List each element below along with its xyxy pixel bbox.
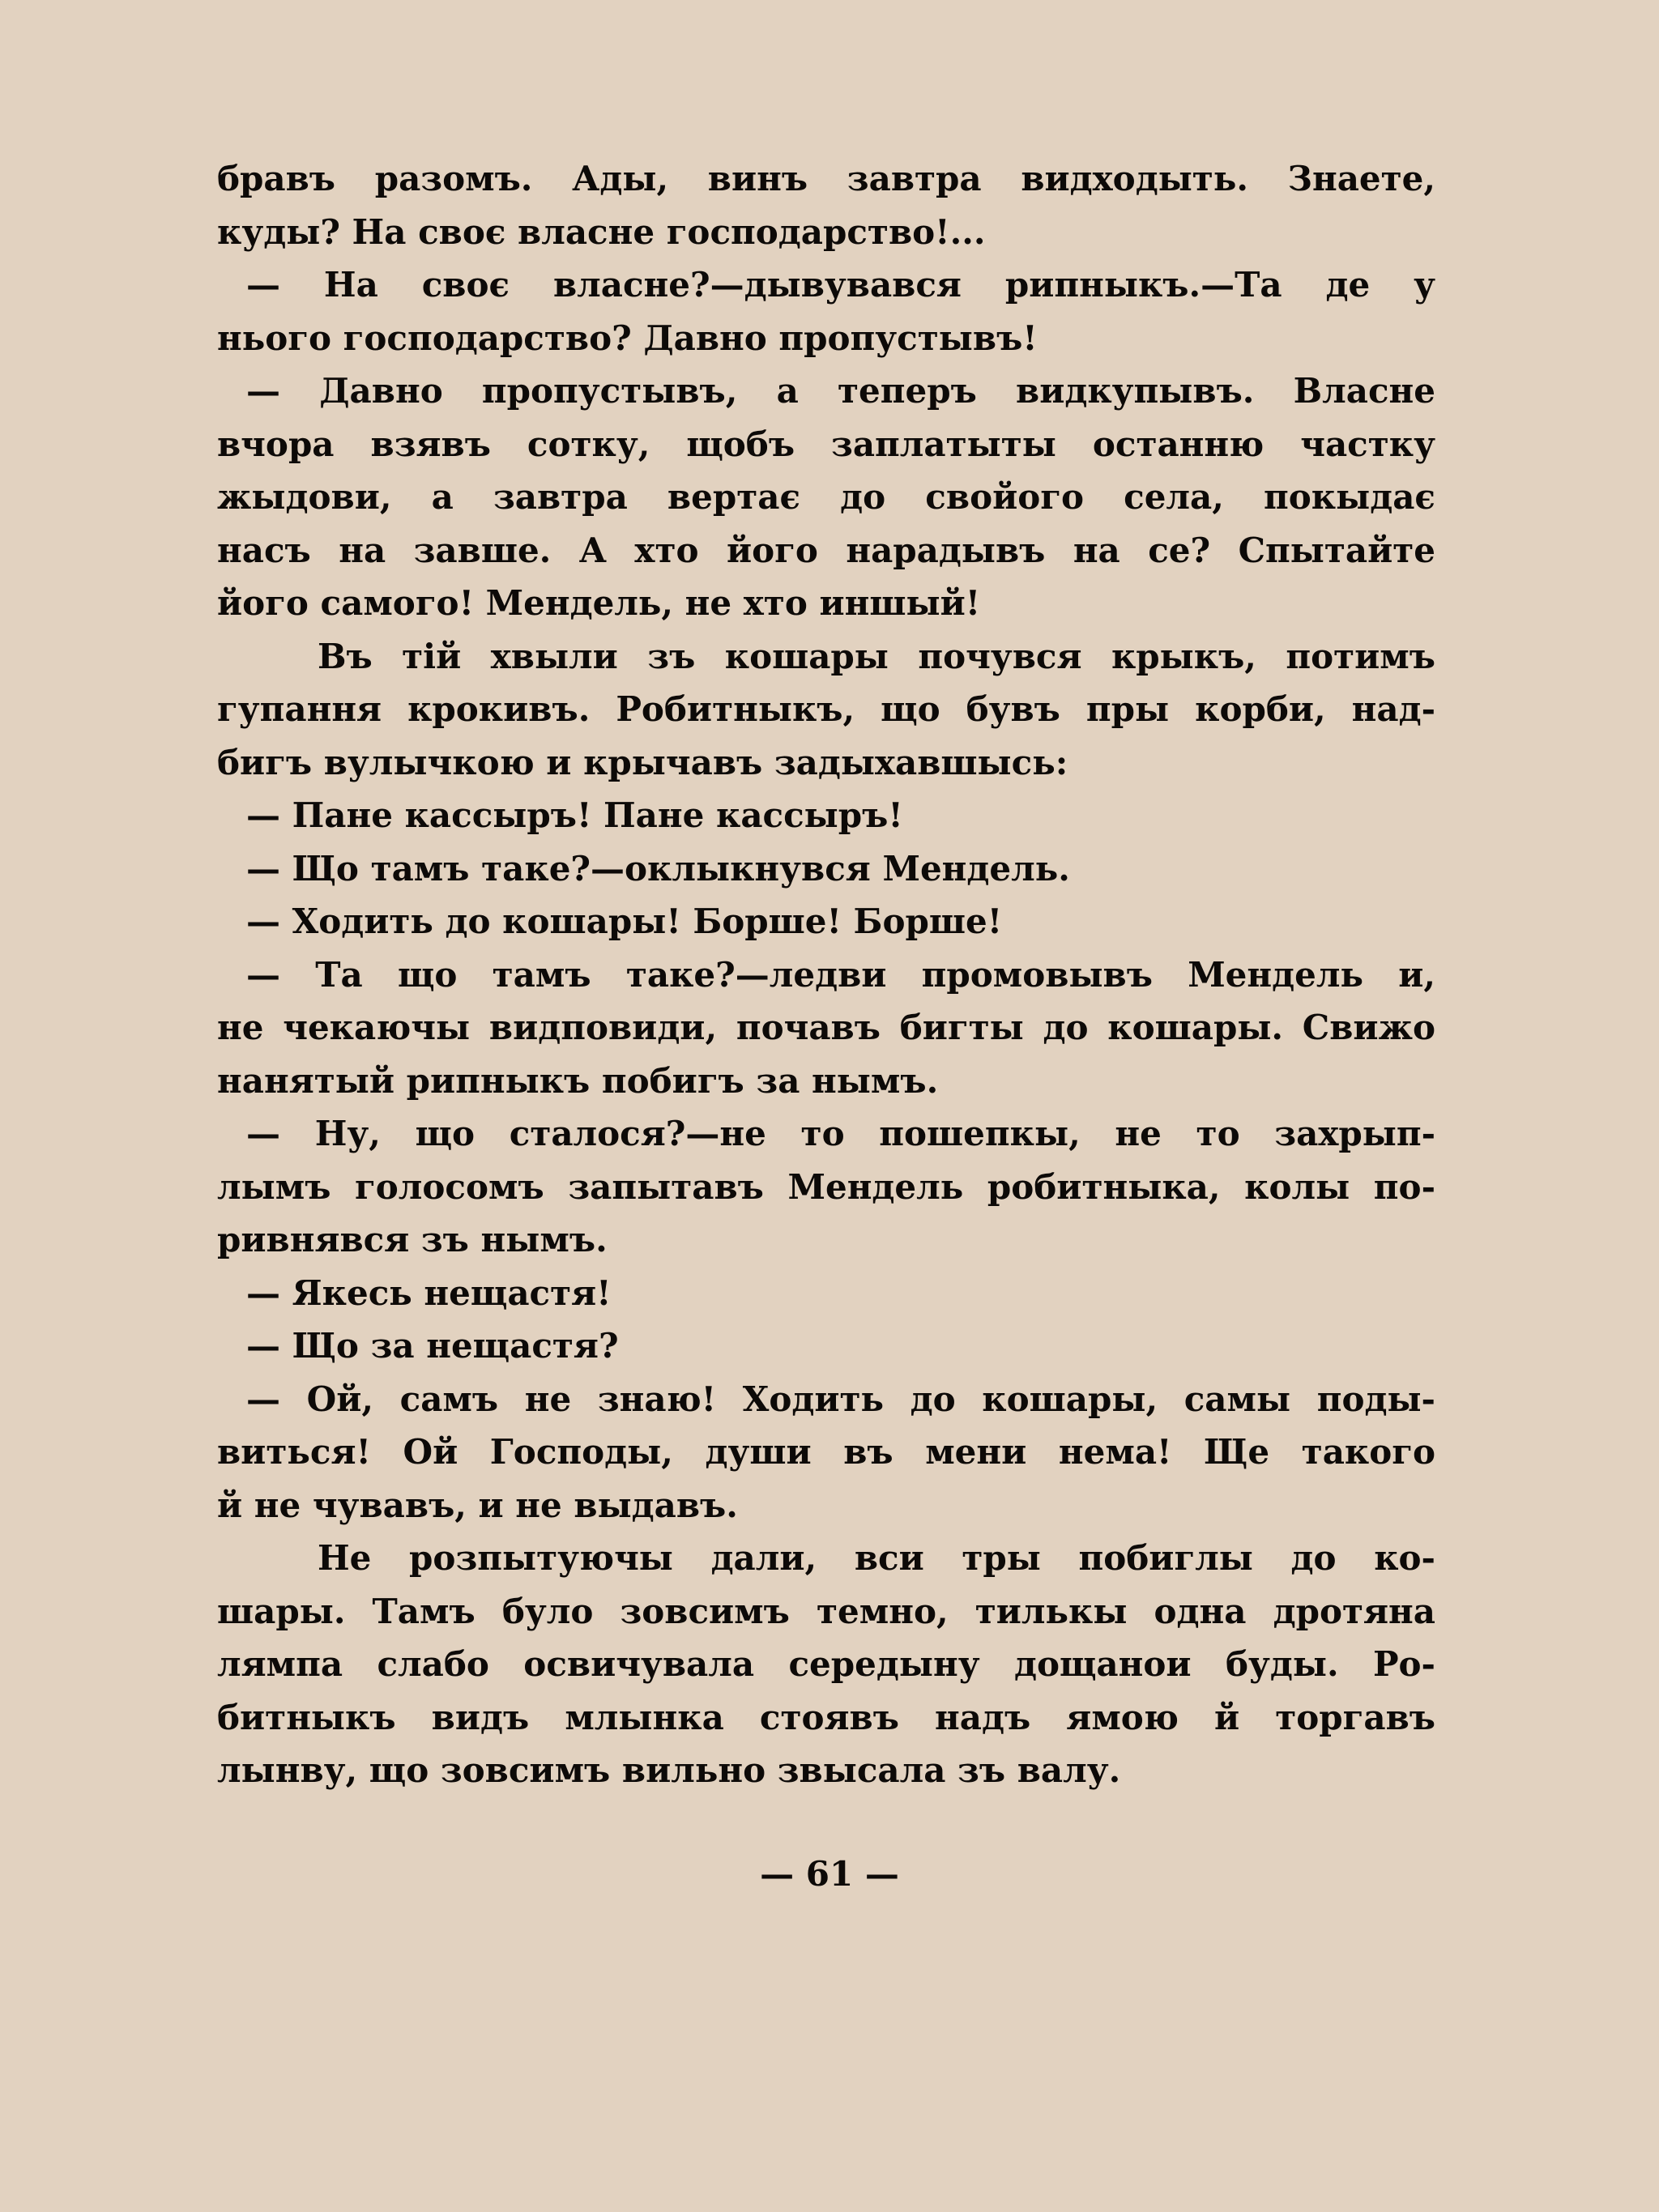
text-line: насъ на завше. А хто його нарадывъ на се? Спытайте: [217, 530, 1435, 570]
text-line: нього господарство? Давно пропустывъ!: [217, 318, 1038, 358]
text-line: — Ой, самъ не знаю! Ходить до кошары, самы поды-: [246, 1379, 1435, 1419]
text-line: бигъ вулычкою и крычавъ задыхавшысь:: [217, 742, 1068, 782]
text-line: — Що за нещастя?: [246, 1326, 619, 1366]
text-line: — Давно пропустывъ, а теперъ видкупывъ. Власне: [246, 371, 1435, 411]
text-line: — Пане кассыръ! Пане кассыръ!: [246, 795, 903, 835]
text-line: ривнявся зъ нымъ.: [217, 1220, 608, 1259]
page-body-text: [217, 152, 1435, 1797]
text-line: не чекаючы видповиди, почавъ бигты до кошары. Свижо: [217, 1008, 1435, 1047]
text-line: Не розпытуючы дали, вси тры побиглы до ко-: [318, 1538, 1435, 1578]
text-line: — Ходить до кошары! Борше! Борше!: [246, 901, 1003, 941]
text-line: битныкъ видъ млынка стоявъ надъ ямою й торгавъ: [217, 1697, 1435, 1737]
text-line: — Ну, що сталося?—не то пошепкы, не то захрып-: [246, 1114, 1435, 1153]
text-line: куды? На своє власне господарство!...: [217, 211, 986, 252]
text-line: вчора взявъ сотку, щобъ заплатыты останню частку: [217, 424, 1435, 464]
text-line: лынву, що зовсимъ вильно звысала зъ валу.: [217, 1750, 1121, 1790]
text-line: його самого! Мендель, не хто иншый!: [217, 583, 981, 623]
text-line: виться! Ой Господы, души въ мени нема! Ще такого: [217, 1432, 1435, 1472]
text-line: — Що тамъ таке?—оклыкнувся Мендель.: [246, 848, 1070, 889]
text-line: — Та що тамъ таке?—ледви промовывъ Мендель и,: [246, 954, 1435, 995]
page-number: — 61 —: [760, 1854, 899, 1894]
text-line: — Якесь нещастя!: [246, 1272, 612, 1313]
text-line: лямпа слабо освичувала середыну дощанои буды. Ро-: [217, 1644, 1435, 1684]
text-line: Въ тій хвыли зъ кошары почувся крыкъ, потимъ: [318, 636, 1435, 676]
text-line: гупання крокивъ. Робитныкъ, що бувъ пры корби, над-: [217, 689, 1435, 729]
text-line: бравъ разомъ. Ады, винъ завтра видходыть. Знаете,: [217, 159, 1435, 198]
text-line: нанятый рипныкъ побигъ за нымъ.: [217, 1060, 939, 1101]
text-line: й не чувавъ, и не выдавъ.: [217, 1485, 738, 1525]
text-line: шары. Тамъ було зовсимъ темно, тилькы одна дротяна: [217, 1591, 1435, 1631]
text-line: лымъ голосомъ запытавъ Мендель робитныка, колы по-: [217, 1166, 1435, 1207]
text-line: — На своє власне?—дывувався рипныкъ.—Та де у: [246, 265, 1435, 305]
text-line: жыдови, а завтра вертає до свойого села, покыдає: [217, 477, 1435, 517]
